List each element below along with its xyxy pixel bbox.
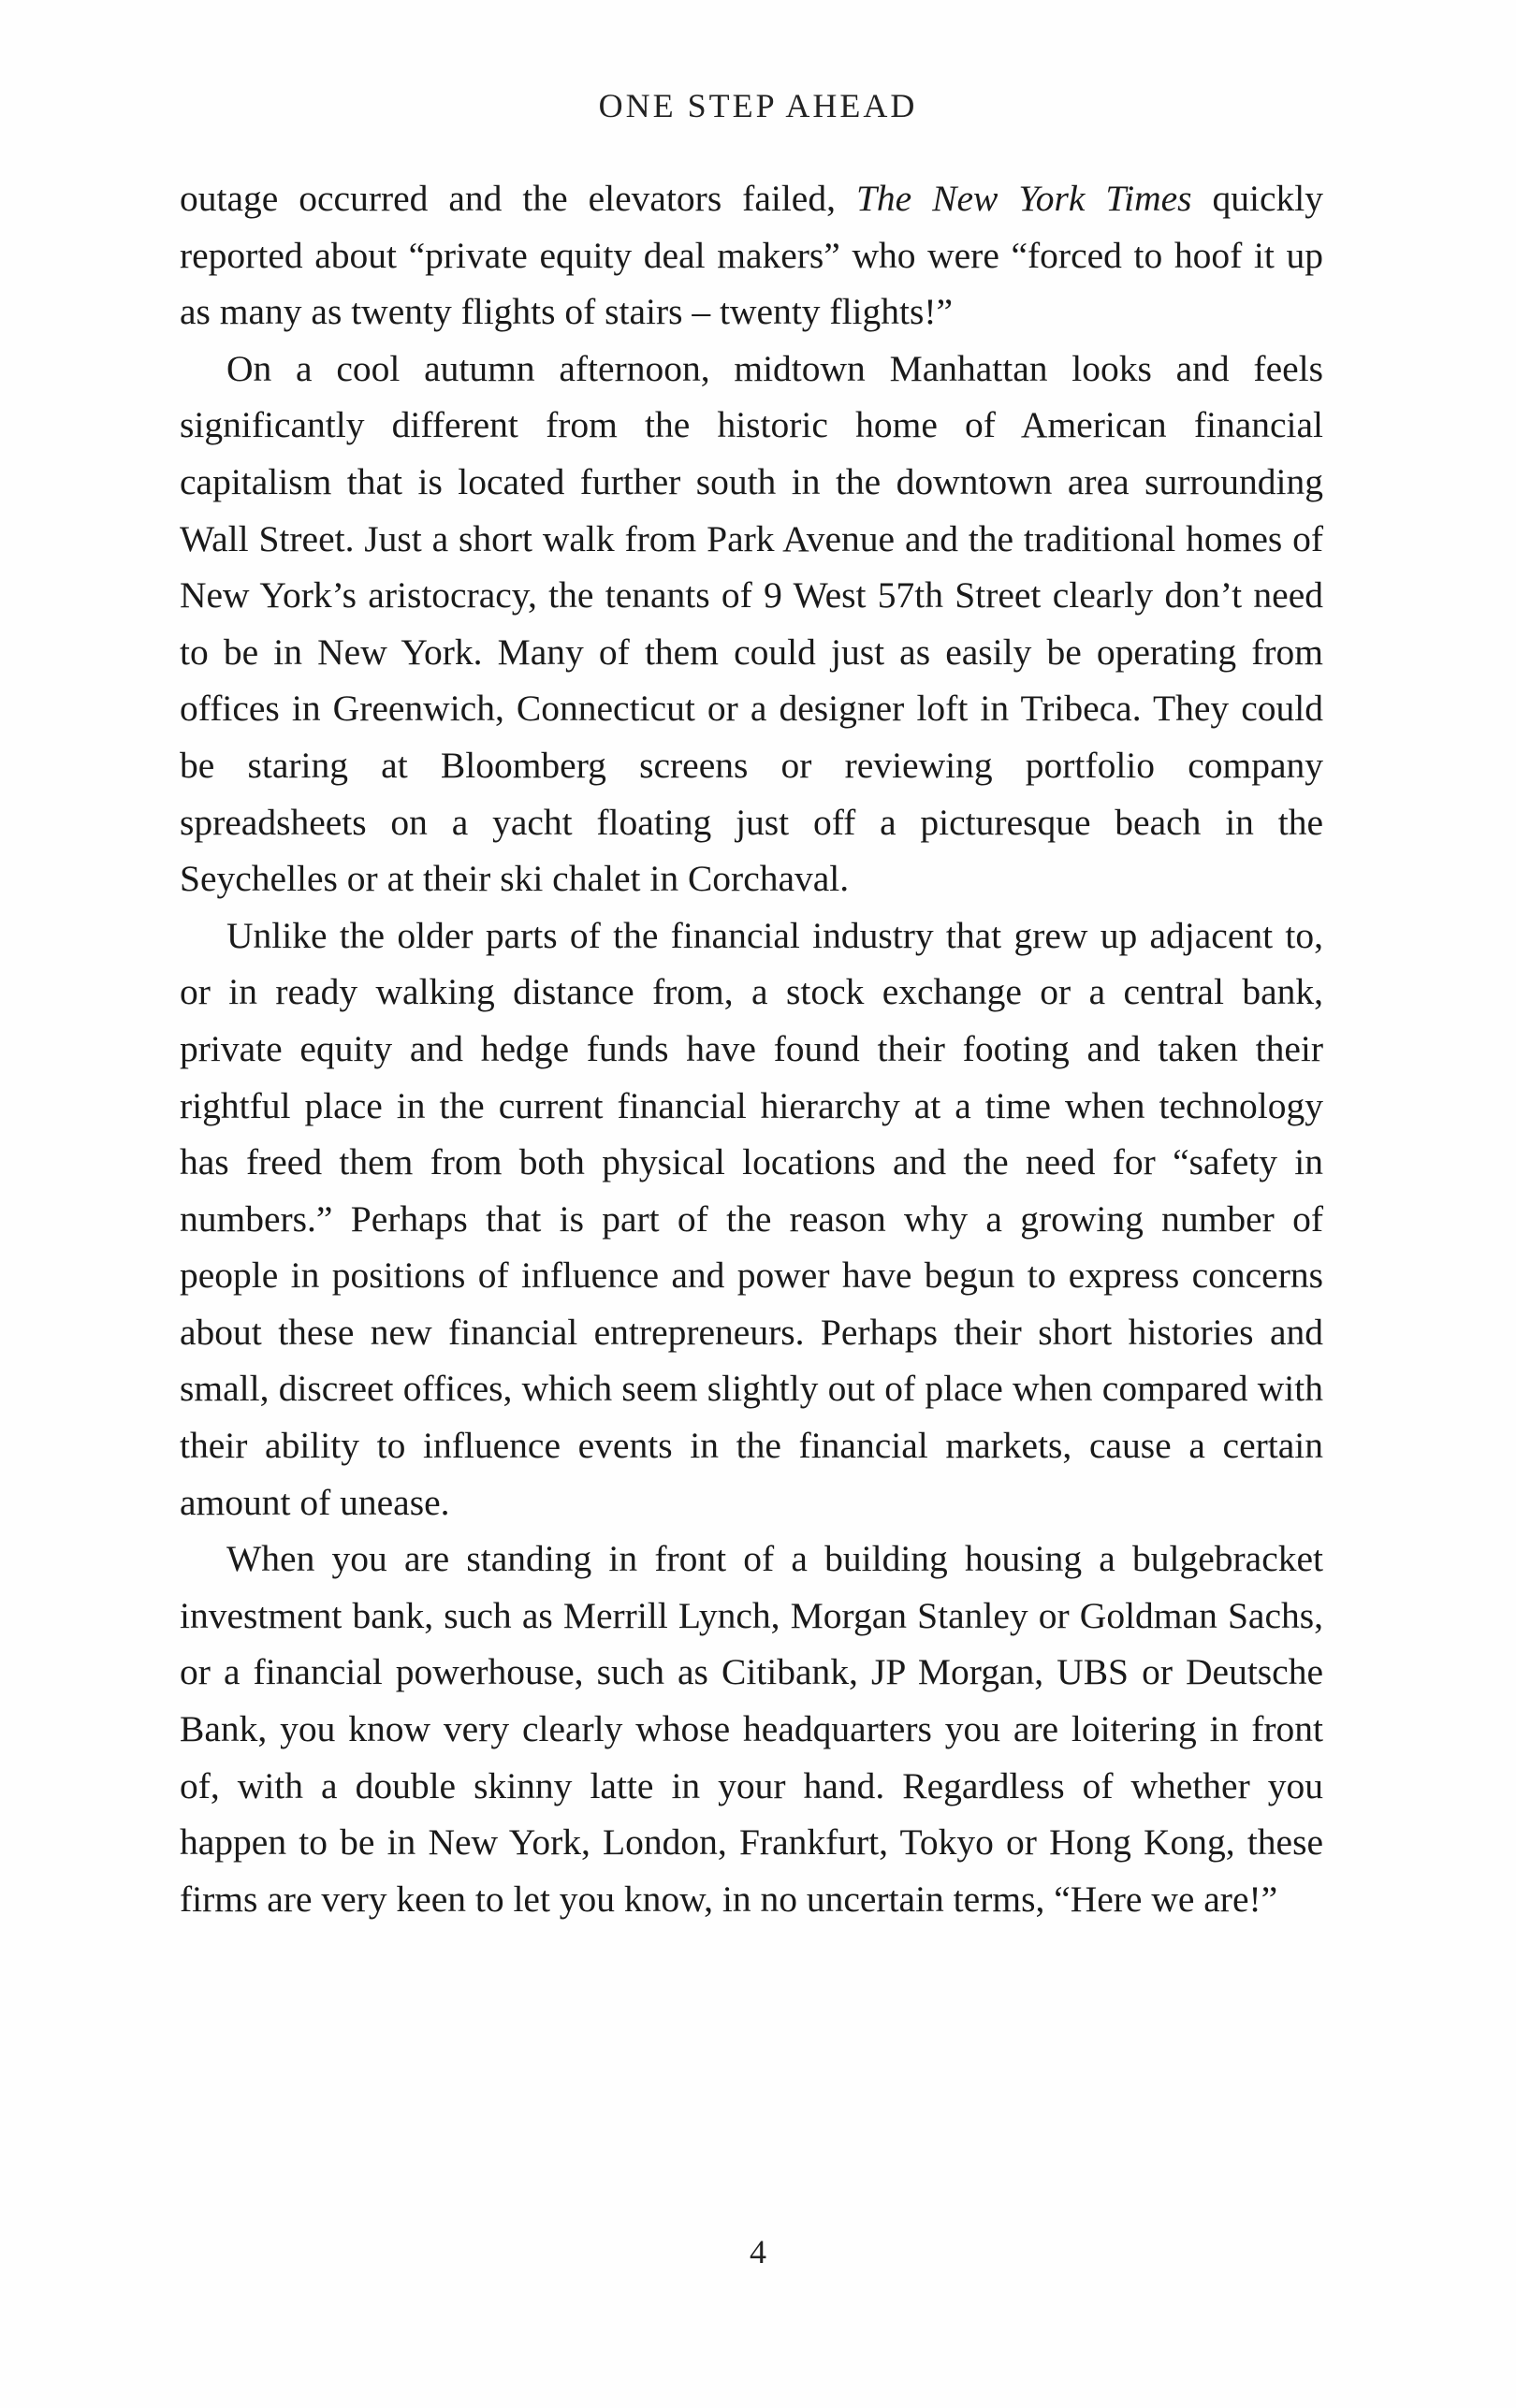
paragraph-2: On a cool autumn afternoon, midtown Manhattan looks and feels significantly different from the historic home of American financial capitalism that is located further south in the downtown area surrounding Wall Street. Just a short walk from Park Avenue and the traditional homes of New York’s aristocracy, the tenants of 9 West 57th Street clearly don’t need to be in New York. Many of them could just as easily be operating from offices in Greenwich, Connecticut or a designer loft in Tribeca. They could be staring at Bloomberg screens or reviewing portfolio company spreadsheets on a yacht floating just off a picturesque beach in the Seychelles or at their ski chalet in Corchaval. [180,347,1323,900]
running-head: ONE STEP AHEAD [598,87,918,124]
body-text [180,170,1323,1927]
paragraph-1-end: quickly reported about “private equity deal makers” who were “forced to hoof it up as many as twenty flights of stairs – twenty flights!” [180,178,1324,333]
newspaper-title: The New York Times [855,178,1192,219]
paragraph-1 [180,170,1323,341]
page-number: 4 [750,2233,766,2270]
paragraph-1-start: outage occurred and the elevators failed, [180,178,856,219]
paragraph-3: Unlike the older parts of the financial industry that grew up adjacent to, or in ready walking distance from, a stock exchange or a central bank, private equity and hedge funds have found their footing and taken their rightful place in the current financial hierarchy at a time when technology has freed them from both physical locations and the need for “safety in numbers.” Perhaps that is part of the reason why a growing number of people in positions of influence and power have begun to express concerns about these new financial entrepreneurs. Perhaps their short histories and small, discreet offices, which seem slightly out of place when compared with their ability to influence events in the financial markets, cause a certain amount of unease. [180,914,1323,1523]
paragraph-4: When you are standing in front of a building housing a bulgebracket investment bank, such as Merrill Lynch, Morgan Stanley or Goldman Sachs, or a financial powerhouse, such as Citibank, JP Morgan, UBS or Deutsche Bank, you know very clearly whose headquarters you are loitering in front of, with a double skinny latte in your hand. Regardless of whether you happen to be in New York, London, Frankfurt, Tokyo or Hong Kong, these firms are very keen to let you know, in no uncertain terms, “Here we are!” [180,1538,1323,1920]
